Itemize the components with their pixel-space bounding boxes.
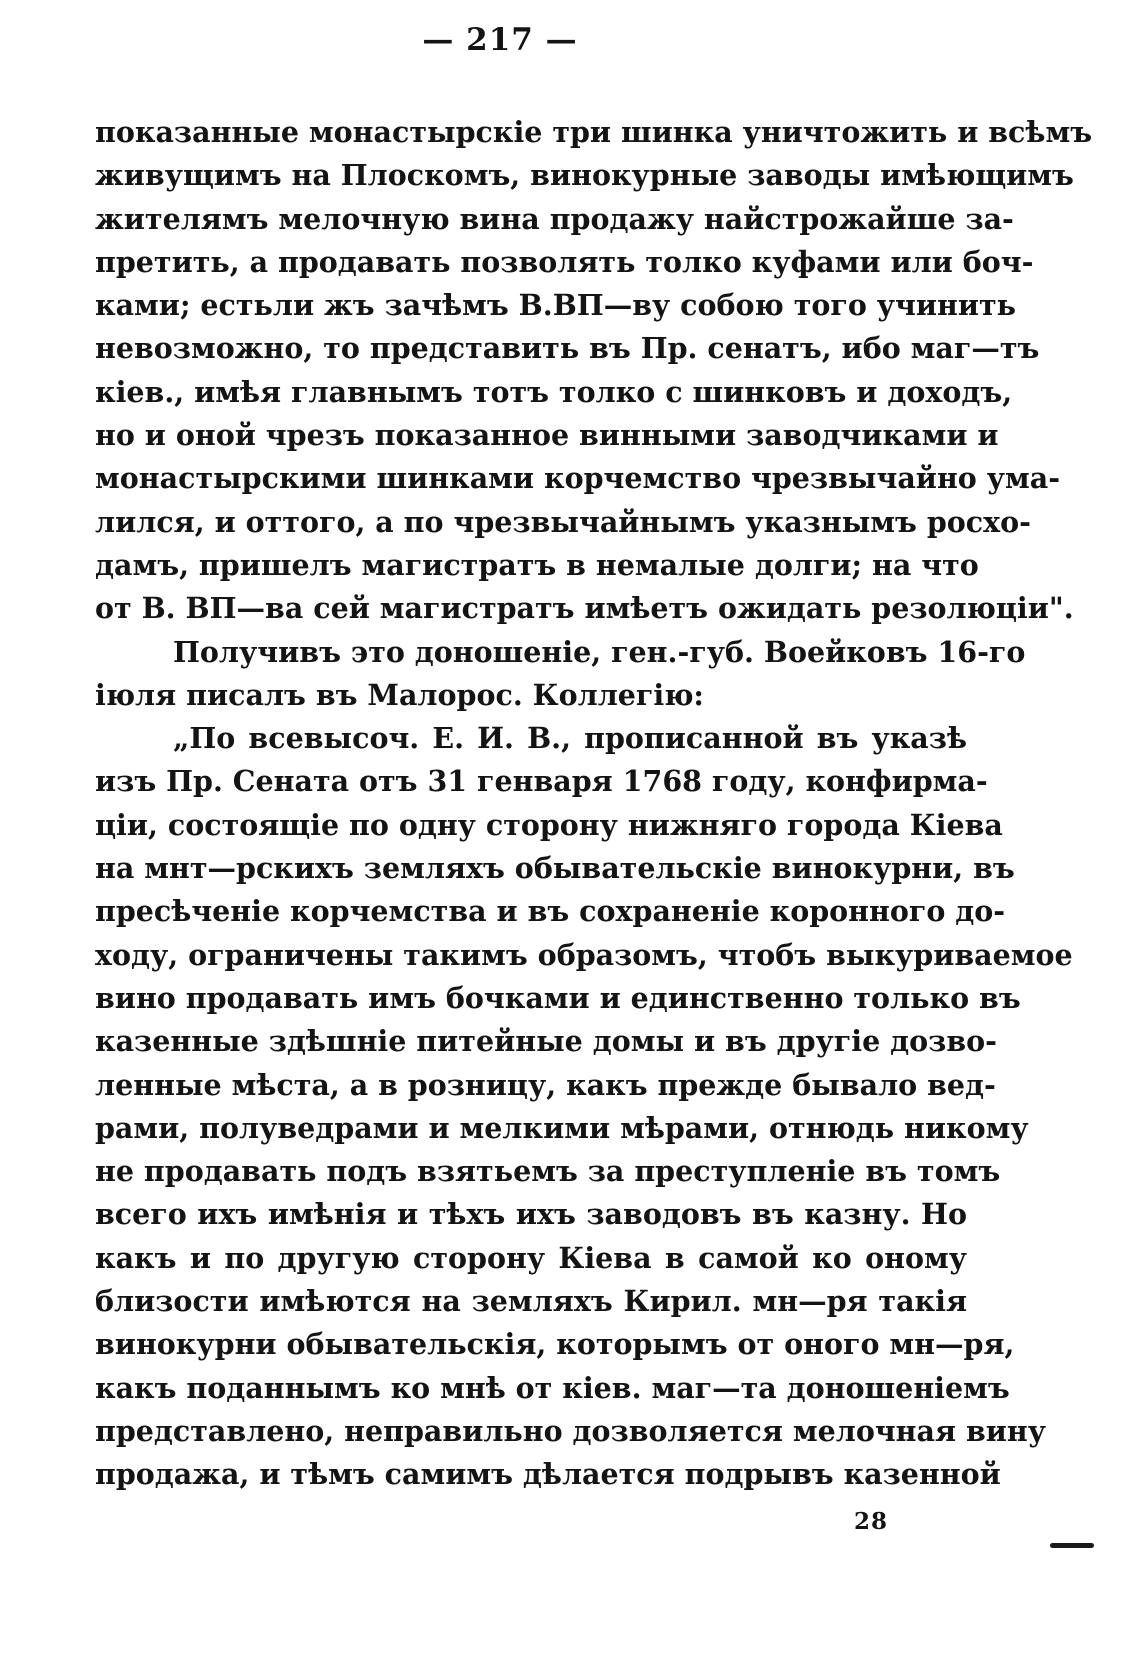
text-line: ками; естьли жъ зачѣмъ В.ВП—ву собою того учинить: [95, 288, 1017, 323]
text-line: іюля писалъ въ Малорос. Коллегію:: [95, 677, 704, 712]
text-line: от В. ВП—ва сей магистратъ имѣетъ ожидать резолюціи".: [95, 591, 1074, 626]
text-line: но и оной чрезъ показанное винными заводчиками и: [95, 418, 999, 453]
text-line: монастырскими шинками корчемство чрезвычайно ума-: [95, 461, 1061, 496]
text-line: продажа, и тѣмъ самимъ дѣлается подрывъ казенной: [95, 1457, 1001, 1492]
text-line: винокурни обывательскія, которымъ от оного мн—ря,: [95, 1327, 1015, 1362]
text-line: пресѣченіе корчемства и въ сохраненіе коронного до-: [95, 894, 1006, 929]
text-line: ленные мѣста, а в розницу, какъ прежде бывало вед-: [95, 1067, 996, 1102]
page-number-header: — 217 —: [422, 22, 578, 58]
text-line: претить, а продавать позволять толко куфами или боч-: [95, 244, 1034, 279]
text-line: кіев., имѣя главнымъ тотъ толко с шинковъ и доходъ,: [95, 374, 1013, 409]
text-line: какъ поданнымъ ко мнѣ от кіев. маг—та доношеніемъ: [95, 1370, 1010, 1405]
text-line: невозможно, то представить въ Пр. сенатъ, ибо маг—тъ: [95, 331, 1040, 366]
text-line: ціи, состоящіе по одну сторону нижняго города Кіева: [95, 807, 1003, 842]
text-line: ходу, ограничены такимъ образомъ, чтобъ выкуриваемое: [95, 937, 1073, 972]
signature-mark: 28: [854, 1508, 889, 1535]
margin-dash-mark: [1050, 1543, 1094, 1548]
text-line: жителямъ мелочную вина продажу найстрожайше за-: [95, 201, 1014, 236]
text-line: „По всевысоч. Е. И. В., прописанной въ указѣ: [173, 721, 967, 756]
text-line: Получивъ это доношеніе, ген.-губ. Воейковъ 16-го: [173, 634, 1026, 669]
text-line: представлено, неправильно дозволяется мелочная вину: [95, 1413, 1047, 1448]
text-line: показанные монастырскіе три шинка уничтожить и всѣмъ: [95, 115, 1093, 149]
text-line: живущимъ на Плоскомъ, винокурные заводы имѣющимъ: [95, 158, 1074, 193]
body-text: [95, 111, 1093, 1497]
text-line: какъ и по другую сторону Кіева в самой ко оному: [95, 1240, 967, 1275]
text-line: не продавать подъ взятьемъ за преступленіе въ томъ: [95, 1154, 1001, 1189]
text-line: рами, полуведрами и мелкими мѣрами, отнюдь никому: [95, 1110, 1029, 1145]
text-line: казенные здѣшніе питейные домы и въ другіе дозво-: [95, 1024, 997, 1059]
text-line: всего ихъ имѣнія и тѣхъ ихъ заводовъ въ казну. Но: [95, 1197, 967, 1232]
text-line: дамъ, пришелъ магистратъ в немалые долги; на что: [95, 547, 979, 582]
text-line: на мнт—рскихъ земляхъ обывательскіе винокурни, въ: [95, 851, 1015, 886]
text-line: лился, и оттого, а по чрезвычайнымъ указнымъ росхо-: [95, 504, 1031, 539]
text-line: изъ Пр. Сената отъ 31 генваря 1768 году, конфирма-: [95, 764, 988, 799]
text-line: близости имѣются на земляхъ Кирил. мн—ря такія: [95, 1284, 967, 1319]
text-line: вино продавать имъ бочками и единственно только въ: [95, 980, 1021, 1015]
